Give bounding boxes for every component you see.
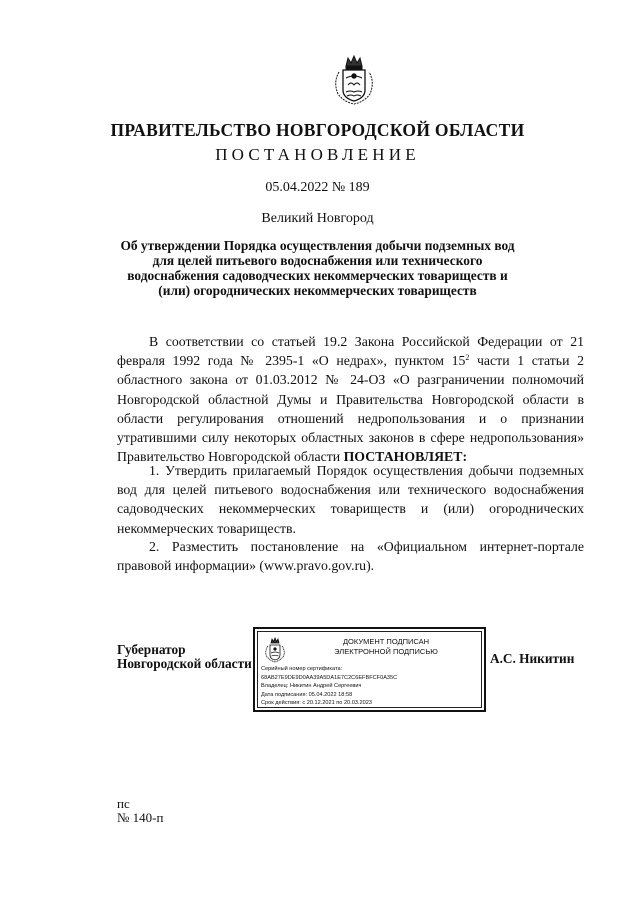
coat-of-arms-icon [330, 52, 378, 106]
document-title: Об утверждении Порядка осуществления добычи подземных вод для целей питьевого водоснабжения или технического водоснабжения садоводческих некоммерческих товариществ и (или) огороднических некоммерческих товариществ [120, 238, 515, 298]
document-date-number: 05.04.2022 № 189 [265, 180, 370, 195]
footer-line-2: № 140-п [117, 809, 164, 825]
body-paragraph-1 [117, 332, 584, 466]
paragraph-1-text-b: части 1 статьи 2 областного закона от 01.03.2012 № 24-ОЗ «О разграничении полномочий Новгородской областной Думы и Правительства Новгородской области в области регулирования отношений недропользования и о признании утратившими силу некоторых областных законов в сфере недропользования» Правительство Новгородской области [117, 353, 584, 465]
body-paragraph-2 [117, 461, 584, 538]
electronic-signature-stamp [253, 627, 486, 712]
document-type: ПОСТАНОВЛЕНИЕ [215, 145, 420, 164]
stamp-heading-line-1: ДОКУМЕНТ ПОДПИСАН [342, 637, 430, 646]
stamp-signed-date: Дата подписания: 05.04.2022 18:58 [261, 691, 353, 698]
document-footer [117, 797, 163, 824]
body-paragraph-3 [117, 537, 584, 575]
paragraph-1-resolution: ПОСТАНОВЛЯЕТ: [343, 449, 468, 465]
organization-title: ПРАВИТЕЛЬСТВО НОВГОРОДСКОЙ ОБЛАСТИ [110, 120, 525, 140]
signatory-name: А.С. Никитин [490, 651, 575, 666]
paragraph-2-text: 1. Утвердить прилагаемый Порядок осуществления добычи подземных вод для целей питьевого водоснабжения или технического водоснабжения садоводческих некоммерческих товариществ и (или) огороднических некоммерческих товариществ. [117, 463, 584, 536]
stamp-details [261, 665, 397, 708]
signatory-position-line-2: Новгородской области [117, 656, 252, 671]
signatory-position-line-1: Губернатор [117, 642, 186, 657]
paragraph-1-text-a: В соответствии со статьей 19.2 Закона Российской Федерации от 21 февраля 1992 года № 2395-1 «О недрах», пунктом 15 [117, 334, 584, 369]
paragraph-1-superscript: 2 [465, 353, 470, 363]
paragraph-3-text: 2. Разместить постановление на «Официальном интернет-портале правовой информации» (www.pravo.gov.ru). [117, 539, 584, 574]
signatory-position [117, 643, 252, 671]
stamp-heading-line-2: ЭЛЕКТРОННОЙ ПОДПИСЬЮ [334, 646, 438, 656]
document-city: Великий Новгород [261, 211, 374, 226]
stamp-serial: 68AB27E9DE9D0AA39A5DA1E7C2C6EFBFCF0A35C [261, 674, 398, 681]
stamp-owner: Владелец: Никитин Андрей Сергеевич [261, 683, 362, 690]
stamp-serial-label: Серийный номер сертификата: [261, 666, 343, 672]
stamp-heading [290, 637, 482, 656]
stamp-coat-of-arms-icon [263, 636, 287, 663]
stamp-validity: Срок действия: с 20.12.2021 по 20.03.2023 [261, 700, 372, 707]
footer-line-1: пс [117, 796, 130, 811]
